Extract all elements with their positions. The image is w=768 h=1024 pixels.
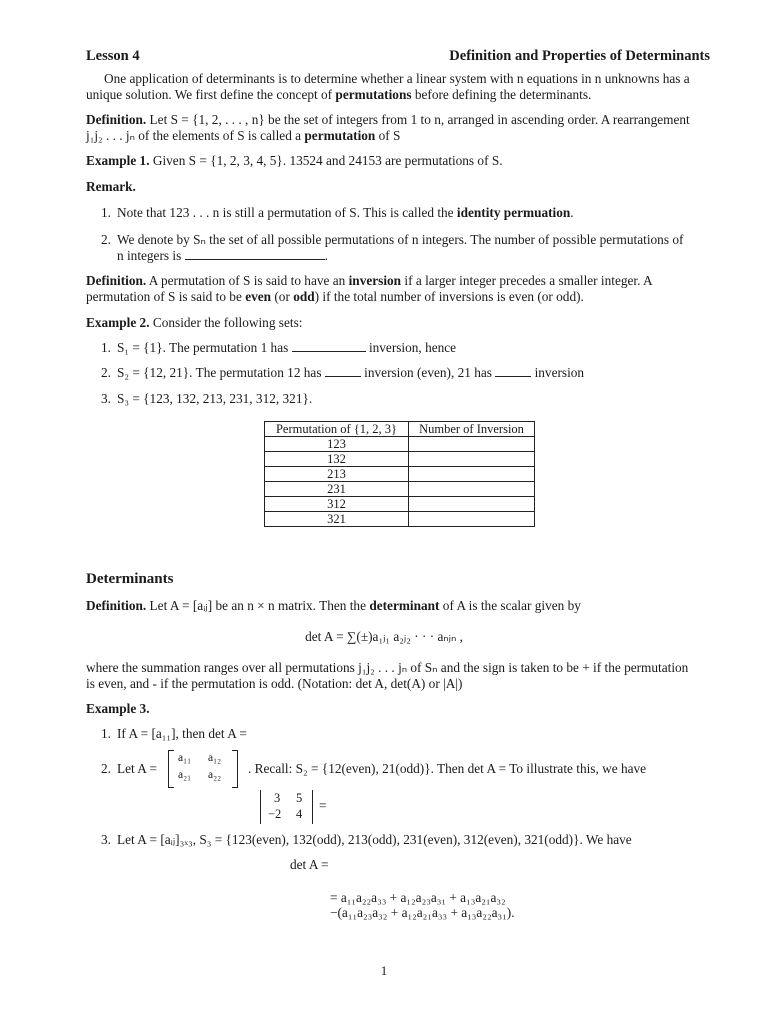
definition-inversion [86, 273, 716, 289]
list-text-end: . [324, 248, 328, 263]
definition-determinant-explanation-line2: is even, and - if the permutation is odd. (Notation: det A, det(A) or |A|) [86, 676, 463, 691]
table-cell: 321 [265, 512, 409, 527]
answer-cell[interactable] [409, 497, 535, 512]
list-number: 3. [101, 391, 111, 406]
page-title: Definition and Properties of Determinants [449, 48, 710, 64]
list-number: 2. [101, 761, 111, 776]
matrix-entry: 5 [296, 791, 303, 805]
intro-line1: One application of determinants is to determine whether a linear system with n equations in n unknowns has a [104, 71, 690, 86]
definition-permutation [86, 112, 716, 128]
table-header-inversions: Number of Inversion [409, 422, 535, 437]
list-number: 2. [101, 365, 111, 380]
definition-text: Let A = [aᵢⱼ] be an n × n matrix. Then the [146, 598, 370, 613]
list-text: Let A = [aᵢⱼ]₃ₓ₃, S₃ = {123(even), 132(odd), 213(odd), 231(even), 312(even), 321(odd)}. We have [117, 832, 632, 847]
table-row [265, 452, 535, 467]
det-expansion-label: det A = [290, 857, 329, 872]
definition-text: permutation of S is said to be [86, 289, 246, 304]
definition-determinant [86, 598, 716, 614]
definition-bold-term: inversion [348, 273, 402, 288]
table-header-row [265, 422, 535, 437]
definition-text: (or [271, 289, 294, 304]
list-text: Let A = [117, 761, 158, 776]
list-text: If A = [a₁₁], then det A = [117, 726, 247, 741]
definition-text: Let S = {1, 2, . . . , n} be the set of integers from 1 to n, arranged in ascending order. A rearrangement [146, 112, 690, 127]
definition-label: Definition. [86, 598, 147, 613]
definition-inversion-line2 [86, 289, 716, 305]
example-3-label: Example 3. [86, 701, 150, 716]
table-cell: 312 [265, 497, 409, 512]
definition-text: ) if the total number of inversions is even (or odd). [314, 289, 584, 304]
list-bold-term: identity permuation [456, 205, 571, 220]
definition-label: Definition. [86, 112, 147, 127]
answer-cell[interactable] [409, 452, 535, 467]
definition-permutation-line2 [86, 128, 716, 144]
table-cell: 231 [265, 482, 409, 497]
answer-cell[interactable] [409, 482, 535, 497]
example-2 [86, 315, 716, 331]
definition-bold-term: odd [293, 289, 315, 304]
definition-label: Definition. [86, 273, 147, 288]
numeric-determinant [260, 790, 320, 824]
equals-sign: = [319, 798, 327, 813]
definition-text: j₁j₂ . . . jₙ of the elements of S is called a [86, 128, 305, 143]
table-header-permutation: Permutation of {1, 2, 3} [265, 422, 409, 437]
det-bar-right [312, 790, 313, 824]
permutation-table [264, 421, 535, 527]
example-label: Example 1. [86, 153, 150, 168]
answer-cell[interactable] [409, 437, 535, 452]
list-text: Note that 123 . . . n is still a permutation of S. This is called the [117, 205, 457, 220]
intro-paragraph-line2 [86, 87, 716, 103]
matrix-entry: a₂₁ [178, 769, 192, 781]
remark-item-2-line2 [117, 248, 328, 264]
lesson-label: Lesson 4 [86, 48, 140, 64]
list-number: 1. [101, 205, 111, 220]
answer-cell[interactable] [409, 512, 535, 527]
table-cell: 132 [265, 452, 409, 467]
list-text: . Recall: S₂ = {12(even), 21(odd)}. Then det A = To illustrate this, we have [248, 761, 647, 776]
table-cell: 123 [265, 437, 409, 452]
example-label: Example 2. [86, 315, 150, 330]
definition-text: if a larger integer precedes a smaller integer. A [401, 273, 653, 288]
example-1 [86, 153, 716, 169]
definition-text: of A is the scalar given by [439, 598, 581, 613]
list-number: 1. [101, 340, 111, 355]
answer-blank[interactable] [495, 365, 531, 377]
remark-label: Remark. [86, 179, 136, 194]
answer-blank[interactable] [325, 365, 361, 377]
determinant-formula: det A = ∑(±)a₁ⱼ₁ a₂ⱼ₂ · · · aₙⱼₙ , [305, 629, 463, 644]
list-text: n integers is [117, 248, 182, 263]
matrix-entry: 3 [274, 791, 281, 805]
list-number: 3. [101, 832, 111, 847]
list-text: inversion [534, 365, 585, 380]
answer-blank[interactable] [292, 340, 366, 352]
answer-cell[interactable] [409, 467, 535, 482]
list-text: inversion, hence [368, 340, 457, 355]
section-heading: Determinants [86, 571, 174, 587]
det-bar-left [260, 790, 261, 824]
matrix-entry: a₁₂ [208, 752, 222, 764]
bracket-right [232, 750, 238, 788]
det-expansion-line2: −(a₁₁a₂₃a₃₂ + a₁₂a₂₁a₃₃ + a₁₃a₂₂a₃₁). [330, 905, 515, 920]
det-expansion-line1: = a₁₁a₂₂a₃₃ + a₁₂a₂₃a₃₁ + a₁₃a₂₁a₃₂ [330, 890, 506, 905]
definition-determinant-explanation: where the summation ranges over all permutations j₁j₂ . . . jₙ of Sₙ and the sign is taken to be + if the permutation [86, 660, 689, 675]
intro-text: unique solution. We first define the concept of [86, 87, 336, 102]
list-text: We denote by Sₙ the set of all possible permutations of n integers. The number of possible permutations of [117, 232, 684, 247]
table-row [265, 512, 535, 527]
list-text: S₂ = {12, 21}. The permutation 12 has [117, 365, 322, 380]
list-text: S₁ = {1}. The permutation 1 has [117, 340, 289, 355]
definition-bold-term: determinant [369, 598, 440, 613]
example-text: Consider the following sets: [149, 315, 303, 330]
matrix-entry: a₁₁ [178, 752, 192, 764]
table-row [265, 482, 535, 497]
matrix-A [168, 750, 238, 786]
list-text: S₃ = {123, 132, 213, 231, 312, 321}. [117, 391, 313, 406]
table-cell: 213 [265, 467, 409, 482]
definition-bold-term: even [245, 289, 272, 304]
intro-text-end: before defining the determinants. [411, 87, 592, 102]
example-text: Given S = {1, 2, 3, 4, 5}. 13524 and 24153 are permutations of S. [149, 153, 503, 168]
definition-text: A permutation of S is said to have an [146, 273, 349, 288]
matrix-entry: a₂₂ [208, 769, 222, 781]
matrix-entry: −2 [268, 807, 282, 821]
list-text-end: . [570, 205, 574, 220]
definition-text-end: of S [375, 128, 401, 143]
table-row [265, 467, 535, 482]
table-row [265, 497, 535, 512]
table-row [265, 437, 535, 452]
definition-bold-term: permutation [304, 128, 376, 143]
bracket-left [168, 750, 174, 788]
answer-blank[interactable] [185, 248, 325, 260]
intro-paragraph [86, 71, 716, 87]
list-number: 1. [101, 726, 111, 741]
page-number: 1 [380, 963, 388, 978]
matrix-entry: 4 [296, 807, 303, 821]
intro-bold-term: permutations [335, 87, 412, 102]
list-text: inversion (even), 21 has [364, 365, 492, 380]
list-number: 2. [101, 232, 111, 247]
